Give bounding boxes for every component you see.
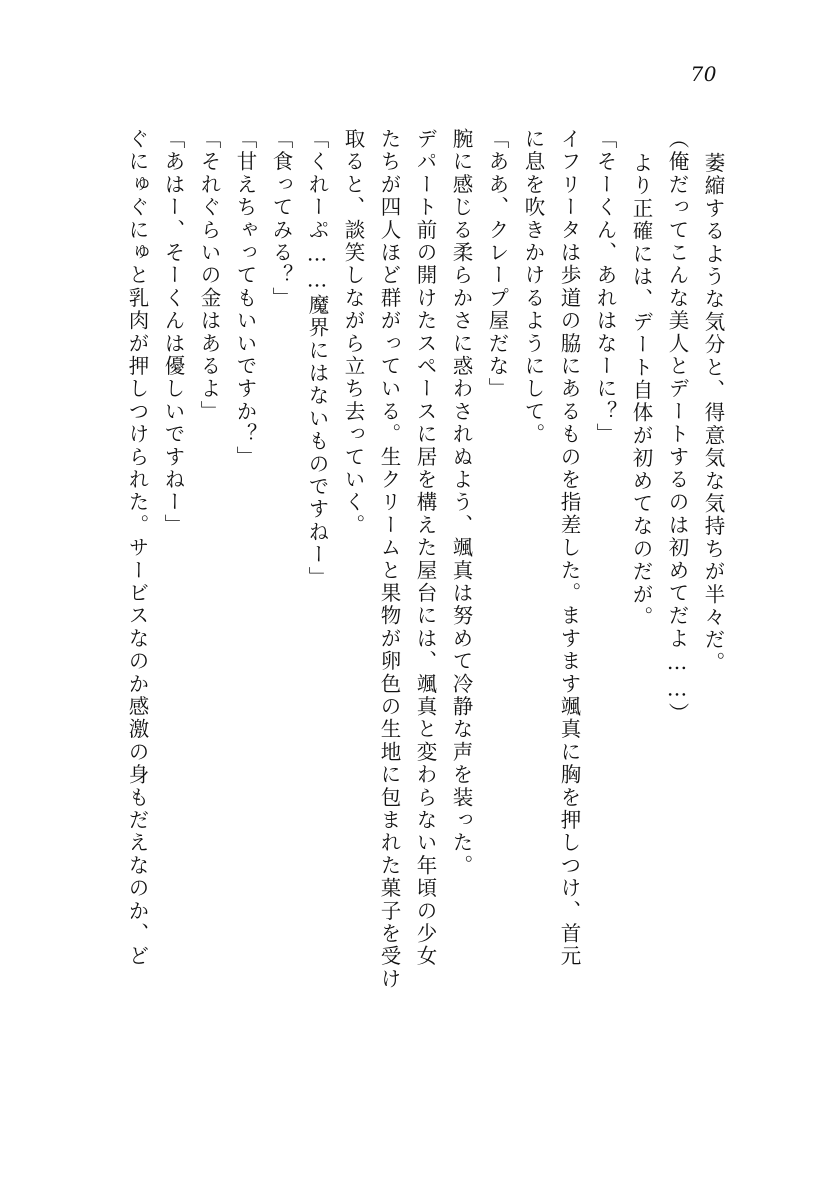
text-line: より正確には、デート自体が初めてなのだが。: [629, 152, 653, 629]
text-line: に息を吹きかけるようにして。: [521, 128, 545, 446]
text-line: 萎縮するような気分と、得意気な気持ちが半々だ。: [701, 152, 725, 675]
text-line: 取ると、談笑しながら立ち去っていく。: [341, 128, 365, 537]
text-line: ぐにゅぐにゅと乳肉が押しつけられた。サービスなのか感激の身もだえなのか、ど: [125, 128, 149, 968]
text-line: たちが四人ほど群がっている。生クリームと果物が卵色の生地に包まれた菓子を受け: [377, 128, 401, 991]
text-line: 腕に感じる柔らかさに惑わされぬよう、颯真は努めて冷静な声を装った。: [449, 128, 473, 878]
text-line: 「甘えちゃってもいいですか？」: [233, 128, 257, 469]
text-line: イフリータは歩道の脇にあるものを指差した。ますます颯真に胸を押しつけ、首元: [557, 128, 581, 968]
text-line: 「それぐらいの金はあるよ」: [197, 128, 221, 424]
text-line: 「ああ、クレープ屋だな」: [485, 128, 509, 401]
vertical-text-body: [96, 128, 731, 1068]
text-line: 「そーくん、あれはなーに？」: [593, 128, 617, 446]
text-line: 「くれーぷ……魔界にはないものですねー」: [305, 128, 329, 589]
page-number: 70: [690, 62, 717, 86]
text-line: （俺だってこんな美人とデートするのは初めてだよ……）: [665, 128, 689, 726]
text-line: 「食ってみる？」: [269, 128, 293, 310]
text-line: 「あはー、そーくんは優しいですねー」: [161, 128, 185, 537]
text-line: デパート前の開けたスペースに居を構えた屋台には、颯真と変わらない年頃の少女: [413, 128, 437, 968]
